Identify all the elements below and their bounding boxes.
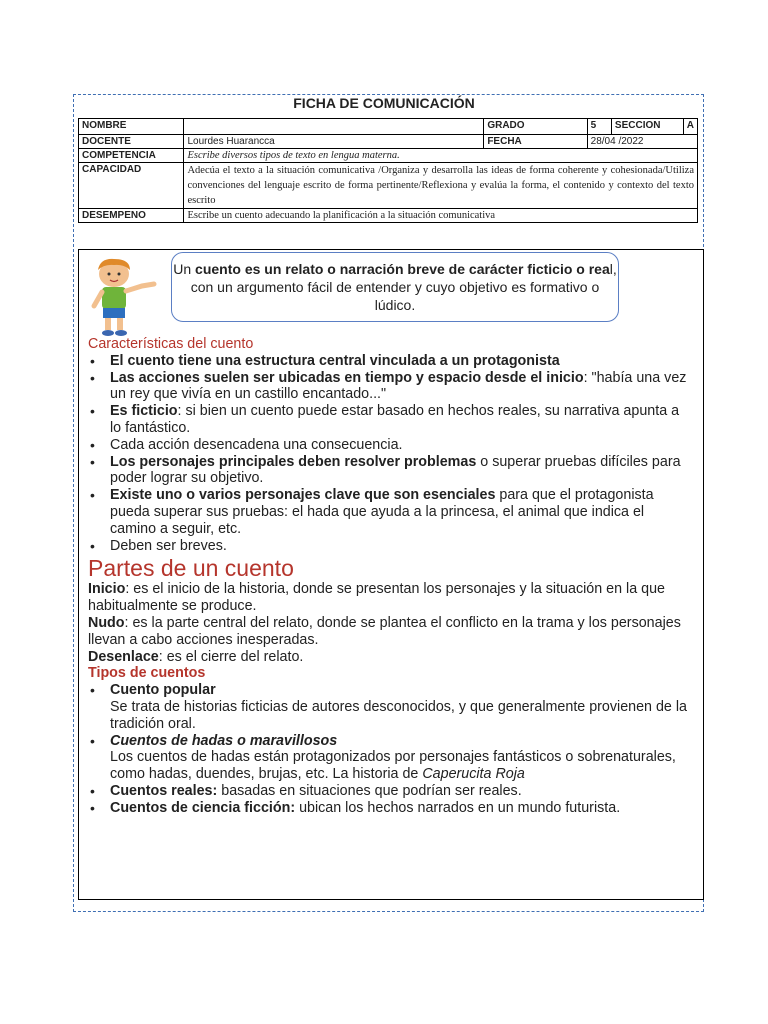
list-item	[88, 403, 688, 437]
fecha-value: 28/04 /2022	[587, 135, 697, 149]
nudo-label: Nudo	[88, 614, 125, 631]
competencia-label: COMPETENCIA	[79, 149, 184, 163]
caracteristica-bold: Es ficticio	[110, 403, 178, 420]
tipos-list-3	[88, 783, 688, 817]
desempeno-value: Escribe un cuento adecuando la planificación a la situación comunicativa	[184, 209, 698, 223]
caracteristica-bold: Las acciones suelen ser ubicadas en tiempo y espacio desde el inicio	[110, 369, 584, 386]
caracteristicas-list	[88, 353, 688, 555]
list-item	[88, 353, 688, 370]
partes-desenlace	[88, 649, 688, 666]
desenlace-label: Desenlace	[88, 648, 159, 665]
tipos-list	[88, 682, 688, 699]
desempeno-label: DESEMPENO	[79, 209, 184, 223]
list-item	[88, 454, 688, 488]
list-item	[88, 733, 688, 750]
list-item	[88, 370, 688, 404]
list-item	[88, 538, 688, 555]
tipo-popular-label: Cuento popular	[110, 682, 216, 699]
capacidad-label: CAPACIDAD	[79, 163, 184, 209]
inicio-label: Inicio	[88, 581, 126, 598]
definition-text-a: Un	[173, 261, 196, 277]
fecha-label: FECHA	[484, 135, 587, 149]
definition-box	[171, 252, 619, 322]
seccion-label: SECCION	[611, 119, 683, 135]
caracteristica-text: para que el protagonista pueda superar sus pruebas: el hada que ayuda a la princesa, el animal que indica el camino a seguir, etc.	[110, 487, 654, 537]
tipo-hadas-text	[88, 749, 688, 783]
tipo-reales-label: Cuentos reales:	[110, 782, 218, 799]
partes-inicio	[88, 581, 688, 615]
list-item	[88, 487, 688, 537]
capacidad-value: Adecúa el texto a la situación comunicativa /Organiza y desarrolla las ideas de forma coherente y cohesionada/Utiliza convenciones del lenguaje escrito de forma pertinente/Reflexiona y evalúa la forma, el contenido y contexto del texto escrito	[184, 163, 698, 209]
header-table	[78, 118, 698, 223]
desenlace-text: : es el cierre del relato.	[158, 648, 304, 665]
tipo-reales-text: basadas en situaciones que podrían ser reales.	[217, 782, 522, 799]
competencia-value: Escribe diversos tipos de texto en lengua materna.	[184, 149, 698, 163]
worksheet-title: FICHA DE COMUNICACIÓN	[293, 95, 475, 111]
caracteristica-text: : "había una vez un rey que vivía en un castillo encantado..."	[110, 369, 687, 403]
list-item	[88, 437, 688, 454]
partes-heading: Partes de un cuento	[88, 555, 294, 582]
tipos-heading: Tipos de cuentos	[88, 665, 206, 682]
hadas-example: Caperucita Roja	[422, 766, 525, 783]
caracteristica-text: : si bien un cuento puede estar basado en hechos reales, su narrativa apunta a lo fantástico.	[110, 403, 680, 436]
caracteristica-text: o superar pruebas difíciles para poder lograr su objetivo.	[110, 453, 681, 487]
definition-text-c: l, con un argumento fácil de entender y cuyo objetivo es formativo o lúdico.	[190, 261, 617, 313]
seccion-value: A	[683, 119, 697, 135]
nudo-text: : es la parte central del relato, donde se plantea el conflicto en la trama y los personajes llevan a cabo acciones inesperadas.	[88, 614, 681, 648]
definition-text-bold: cuento es un relato o narración breve de carácter ficticio o rea	[195, 261, 610, 277]
caracteristica-bold: Los personajes principales deben resolver problemas	[110, 453, 477, 470]
grado-value: 5	[587, 119, 611, 135]
grado-label: GRADO	[484, 119, 587, 135]
list-item	[88, 800, 688, 817]
partes-nudo	[88, 615, 688, 649]
caracteristica-text: Deben ser breves.	[110, 537, 227, 554]
caracteristicas-heading: Características del cuento	[88, 336, 254, 352]
inicio-text: : es el inicio de la historia, donde se presentan los personajes y la situación en la que habitualmente se produce.	[88, 581, 665, 615]
list-item	[88, 682, 688, 699]
tipo-ciencia-text: ubican los hechos narrados en un mundo futurista.	[295, 799, 621, 816]
tipo-hadas-label: Cuentos de hadas o maravillosos	[110, 732, 338, 749]
nombre-value	[184, 119, 484, 135]
boy-illustration	[84, 256, 162, 338]
docente-value: Lourdes Huarancca	[184, 135, 484, 149]
tipos-list-2	[88, 733, 688, 750]
list-item	[88, 783, 688, 800]
caracteristica-text: Cada acción desencadena una consecuencia.	[110, 436, 403, 453]
tipo-popular-text: Se trata de historias ficticias de autores desconocidos, y que generalmente provienen de la tradición oral.	[110, 698, 687, 732]
docente-label: DOCENTE	[79, 135, 184, 149]
caracteristica-bold: Existe uno o varios personajes clave que son esenciales	[110, 487, 496, 504]
nombre-label: NOMBRE	[79, 119, 184, 135]
caracteristica-bold: El cuento tiene una estructura central vinculada a un protagonista	[110, 352, 560, 369]
tipo-ciencia-label: Cuentos de ciencia ficción:	[110, 799, 296, 816]
main-content	[88, 336, 688, 817]
hadas-text: Los cuentos de hadas están protagonizados por personajes fantásticos o sobrenaturales, como hadas, duendes, brujas, etc. La historia de	[110, 749, 676, 783]
